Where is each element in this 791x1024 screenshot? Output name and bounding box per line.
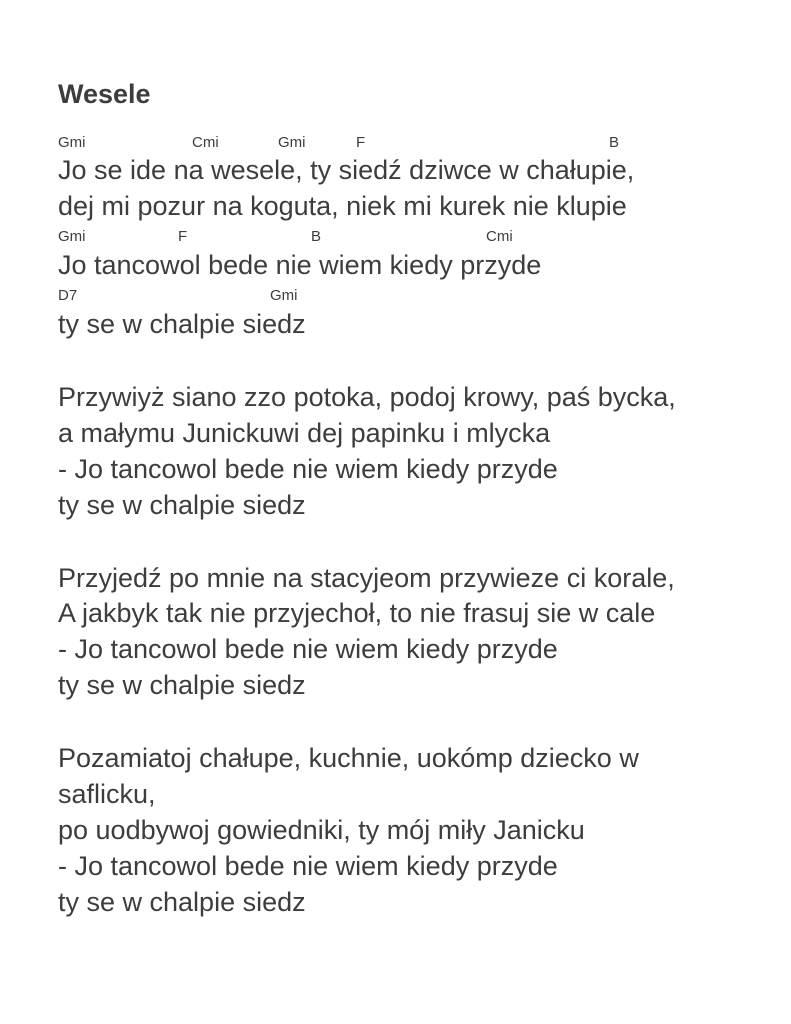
lyric-line: Pozamiatoj chałupe, kuchnie, uokómp dziecko w bbox=[58, 743, 639, 773]
lyric-line: ty se w chalpie siedz bbox=[58, 887, 306, 917]
chord: Cmi bbox=[192, 134, 219, 151]
chord-row bbox=[58, 228, 783, 246]
lyric-line: ty se w chalpie siedz bbox=[58, 490, 306, 520]
lyric-line: A jakbyk tak nie przyjechoł, to nie frasuj sie w cale bbox=[58, 598, 656, 628]
chord-row bbox=[58, 134, 783, 152]
chord: B bbox=[311, 228, 322, 245]
chord: B bbox=[609, 134, 620, 151]
lyric-line: - Jo tancowol bede nie wiem kiedy przyde bbox=[58, 634, 558, 664]
chord-row bbox=[58, 287, 783, 305]
lyric-line: Przywiyż siano zzo potoka, podoj krowy, paś bycka, bbox=[58, 382, 676, 412]
chord: Gmi bbox=[278, 134, 306, 151]
lyric-line: Przyjedź po mnie na stacyjeom przywieze ci korale, bbox=[58, 563, 675, 593]
lyric-line: Jo se ide na wesele, ty siedź dziwce w chałupie, bbox=[58, 155, 635, 185]
lyric-line: Jo tancowol bede nie wiem kiedy przyde bbox=[58, 250, 542, 280]
lyric-line: - Jo tancowol bede nie wiem kiedy przyde bbox=[58, 454, 558, 484]
lyric-line: ty se w chalpie siedz bbox=[58, 670, 306, 700]
lyric-line: a małymu Junickuwi dej papinku i mlycka bbox=[58, 418, 551, 448]
chord: Gmi bbox=[58, 134, 86, 151]
lyric-line: po uodbywoj gowiedniki, ty mój miły Janicku bbox=[58, 815, 585, 845]
lyric-line: saflicku, bbox=[58, 779, 156, 809]
lyric-line: dej mi pozur na koguta, niek mi kurek nie klupie bbox=[58, 191, 627, 221]
chord: Gmi bbox=[270, 287, 298, 304]
chord: Gmi bbox=[58, 228, 86, 245]
chord: Cmi bbox=[486, 228, 513, 245]
song-title: Wesele bbox=[58, 79, 151, 109]
lyric-line: - Jo tancowol bede nie wiem kiedy przyde bbox=[58, 851, 558, 881]
chord: F bbox=[356, 134, 366, 151]
lyric-line: ty se w chalpie siedz bbox=[58, 309, 306, 339]
chord: D7 bbox=[58, 287, 78, 304]
chord: F bbox=[178, 228, 188, 245]
